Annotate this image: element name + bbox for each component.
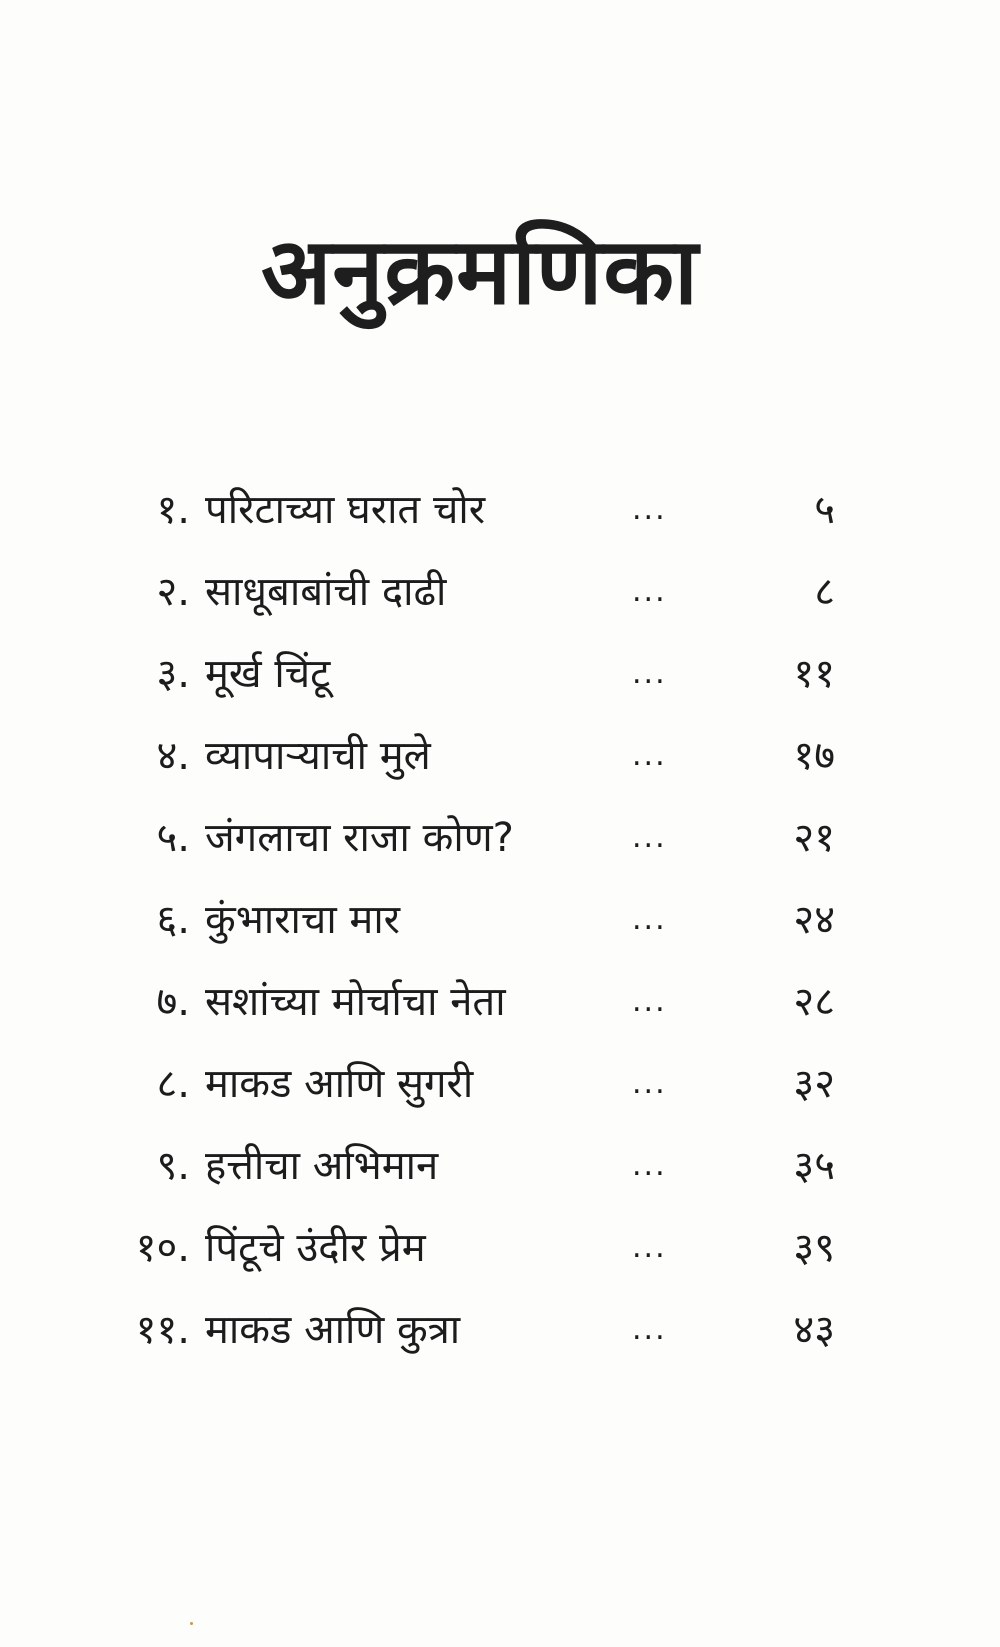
entry-title: व्यापाऱ्याची मुले: [205, 733, 431, 779]
toc-entry: [0, 1054, 1000, 1114]
entry-number: ११.: [135, 1307, 190, 1353]
entry-leader-dots: ...: [632, 984, 667, 1019]
entry-leader-dots: ...: [632, 656, 667, 691]
entry-number: १.: [156, 487, 190, 533]
entry-leader-dots: ...: [632, 1066, 667, 1101]
entry-number: ९.: [156, 1143, 190, 1189]
entry-title: जंगलाचा राजा कोण?: [205, 815, 514, 861]
entry-title: हत्तीचा अभिमान: [205, 1143, 439, 1189]
entry-leader-dots: ...: [632, 738, 667, 773]
toc-entry: [0, 972, 1000, 1032]
entry-number: ७.: [156, 979, 190, 1025]
entry-title: माकड आणि कुत्रा: [205, 1307, 461, 1353]
entry-leader-dots: ...: [632, 492, 667, 527]
entry-page-number: ८: [814, 569, 835, 615]
entry-page-number: ११: [793, 651, 835, 697]
entry-leader-dots: ...: [632, 902, 667, 937]
entry-title: पिंटूचे उंदीर प्रेम: [205, 1225, 426, 1271]
entry-title: मूर्ख चिंटू: [205, 651, 331, 697]
entry-number: ६.: [156, 897, 190, 943]
entry-leader-dots: ...: [632, 574, 667, 609]
toc-entry: [0, 644, 1000, 704]
entry-leader-dots: ...: [632, 1312, 667, 1347]
entry-number: ५.: [156, 815, 190, 861]
entry-page-number: ५: [814, 487, 835, 533]
entry-page-number: १७: [793, 733, 835, 779]
entry-title: सशांच्या मोर्चाचा नेता: [205, 979, 506, 1025]
print-speck: [190, 1622, 193, 1625]
entry-page-number: २४: [793, 897, 835, 943]
entry-title: परिटाच्या घरात चोर: [205, 487, 486, 533]
entry-title: साधूबाबांची दाढी: [205, 569, 447, 615]
toc-entry: [0, 1218, 1000, 1278]
toc-entry: [0, 890, 1000, 950]
entry-page-number: २१: [793, 815, 835, 861]
entry-page-number: २८: [793, 979, 835, 1025]
entry-number: ४.: [156, 733, 190, 779]
toc-entry: [0, 726, 1000, 786]
toc-entry: [0, 480, 1000, 540]
entry-number: २.: [156, 569, 190, 615]
page-title: अनुक्रमणिका: [261, 217, 699, 325]
entry-page-number: ३५: [793, 1143, 835, 1189]
toc-entry: [0, 1300, 1000, 1360]
entry-title: माकड आणि सुगरी: [205, 1061, 474, 1107]
toc-entry: [0, 808, 1000, 868]
entry-leader-dots: ...: [632, 820, 667, 855]
entry-leader-dots: ...: [632, 1148, 667, 1183]
entry-leader-dots: ...: [632, 1230, 667, 1265]
entry-page-number: ४३: [793, 1307, 835, 1353]
entry-number: १०.: [135, 1225, 190, 1271]
entry-number: ३.: [156, 651, 190, 697]
entry-title: कुंभाराचा मार: [205, 897, 401, 943]
entry-number: ८.: [156, 1061, 190, 1107]
toc-entry: [0, 1136, 1000, 1196]
toc-entry: [0, 562, 1000, 622]
entry-page-number: ३२: [793, 1061, 835, 1107]
entry-page-number: ३९: [793, 1225, 835, 1271]
